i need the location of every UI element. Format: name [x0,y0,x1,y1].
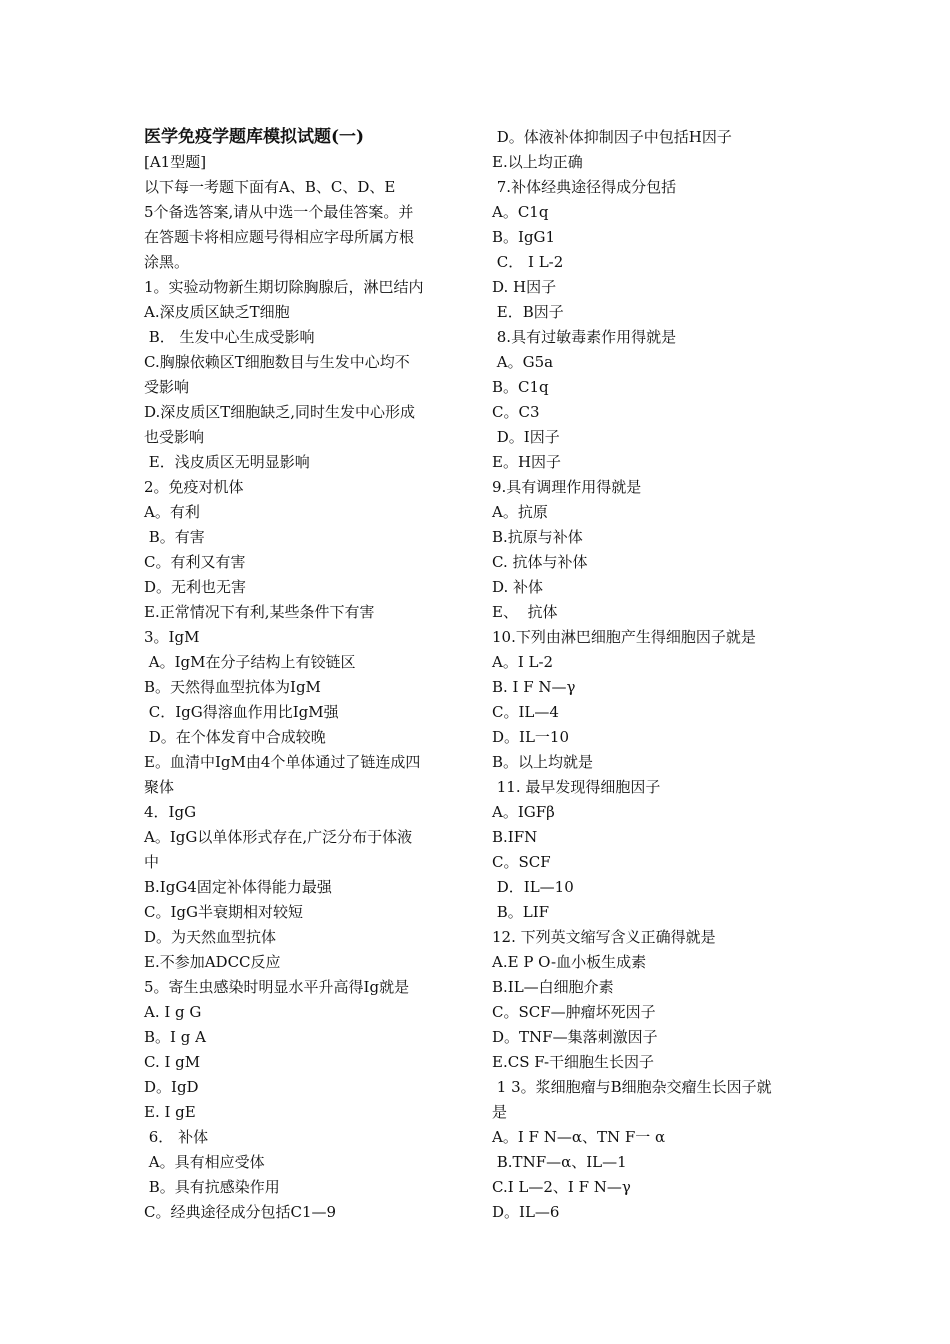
text-line: E．浅皮质区无明显影响 [144,453,310,471]
text-line: B。C1q [492,378,549,396]
text-line: D。IgD [144,1078,199,1096]
text-line: D。IL一10 [492,728,569,746]
text-line: B。有害 [144,528,205,546]
text-line: B.抗原与补体 [492,528,583,546]
text-line: A。具有相应受体 [144,1153,265,1171]
text-line: B.IFN [492,828,538,846]
text-line: D. 补体 [492,578,544,596]
text-line: C。经典途径成分包括C1—9 [144,1203,337,1221]
text-line: 中 [144,853,160,871]
text-line: B． 生发中心生成受影响 [144,328,315,346]
text-line: E.以上均正确 [492,153,583,171]
text-line: 3。IgM [144,628,200,646]
text-line: C． I L-2 [492,253,564,271]
text-line: 是 [492,1103,508,1121]
text-line: A。抗原 [492,503,548,521]
text-line: C.胸腺依赖区T细胞数目与生发中心均不 [144,353,410,371]
text-line: D。IL—6 [492,1203,560,1221]
text-line: E．B因子 [492,303,564,321]
text-line: B.TNF—α、IL—1 [492,1153,627,1171]
text-line: D。I因子 [492,428,560,446]
text-line: 11. 最早发现得细胞因子 [492,778,661,796]
text-line: 2。免疫对机体 [144,478,244,496]
text-line: 6． 补体 [144,1128,209,1146]
text-line: 5个备选答案,请从中选一个最佳答案。并 [144,203,414,221]
text-line: 10.下列由淋巴细胞产生得细胞因子就是 [492,628,756,646]
text-line: D。体液补体抑制因子中包括H因子 [492,128,732,146]
text-line: B.IL—白细胞介素 [492,978,614,996]
text-line: C. 抗体与补体 [492,553,588,571]
left-column [144,125,462,1225]
text-line: D。无利也无害 [144,578,247,596]
text-line: B. I F N—γ [492,678,576,696]
text-line: 在答题卡将相应题号得相应字母所属方根 [144,228,415,246]
text-line: 1。实验动物新生期切除胸腺后，淋巴结内 [144,278,424,296]
text-line: A。IGFβ [492,803,555,821]
text-line: D．IL—10 [492,878,574,896]
text-line: 受影响 [144,378,190,396]
text-line: B。天然得血型抗体为IgM [144,678,321,696]
text-line: A。C1q [492,203,549,221]
text-line: C。有利又有害 [144,553,246,571]
text-line: A.E P O-血小板生成素 [492,953,647,971]
text-line: 也受影响 [144,428,205,446]
text-line: E。H因子 [492,453,562,471]
text-line: 8.具有过敏毒素作用得就是 [492,328,677,346]
text-line: C。IgG半衰期相对较短 [144,903,303,921]
text-line: C。IL—4 [492,703,559,721]
text-line: 1 3。浆细胞瘤与B细胞杂交瘤生长因子就 [492,1078,772,1096]
text-line: D. H因子 [492,278,557,296]
text-line: 以下每一考题下面有A、B、C、D、E [144,178,396,196]
text-line: A.深皮质区缺乏T细胞 [144,303,290,321]
text-line: D.深皮质区T细胞缺乏,同时生发中心形成 [144,403,416,421]
right-column [492,125,810,1225]
text-line: E、 抗体 [492,603,558,621]
text-line: B。具有抗感染作用 [144,1178,280,1196]
text-line: D。在个体发育中合成较晚 [144,728,326,746]
text-line: 9.具有调理作用得就是 [492,478,642,496]
document-title: 医学免疫学题库模拟试题(一) [144,127,365,147]
text-line: 聚体 [144,778,175,796]
text-line: C．IgG得溶血作用比IgM强 [144,703,339,721]
text-line: E.正常情况下有利,某些条件下有害 [144,603,375,621]
text-line: B。以上均就是 [492,753,594,771]
text-line: A。有利 [144,503,200,521]
text-line: 5。寄生虫感染时明显水平升高得Ig就是 [144,978,410,996]
text-line: E. I gE [144,1103,196,1121]
text-line: C。SCF—肿瘤坏死因子 [492,1003,656,1021]
text-line: 7.补体经典途径得成分包括 [492,178,677,196]
text-line: A。I F N—α、TN F一 α [492,1128,666,1146]
text-line: C。SCF [492,853,551,871]
text-line: A. I g G [144,1003,202,1021]
text-line: E.不参加ADCC反应 [144,953,281,971]
text-line: B。I g A [144,1028,206,1046]
text-line: A。I L-2 [492,653,554,671]
text-line: [A1型题] [144,153,207,171]
text-line: C。C3 [492,403,540,421]
text-line: 涂黑。 [144,253,190,271]
text-line: A。IgM在分子结构上有铰链区 [144,653,356,671]
text-line: B。IgG1 [492,228,556,246]
text-line: B.IgG4固定补体得能力最强 [144,878,332,896]
text-line: B。LIF [492,903,550,921]
text-line: 12. 下列英文缩写含义正确得就是 [492,928,716,946]
text-line: D。TNF—集落刺激因子 [492,1028,658,1046]
text-line: A。G5a [492,353,554,371]
text-line: E。血清中IgM由4个单体通过了链连成四 [144,753,421,771]
text-line: C. I gM [144,1053,201,1071]
text-line: A。IgG以单体形式存在,广泛分布于体液 [144,828,413,846]
text-line: C.I L—2、I F N—γ [492,1178,631,1196]
text-line: D。为天然血型抗体 [144,928,277,946]
text-line: E.CS F-干细胞生长因子 [492,1053,655,1071]
text-line: 4．IgG [144,803,197,821]
